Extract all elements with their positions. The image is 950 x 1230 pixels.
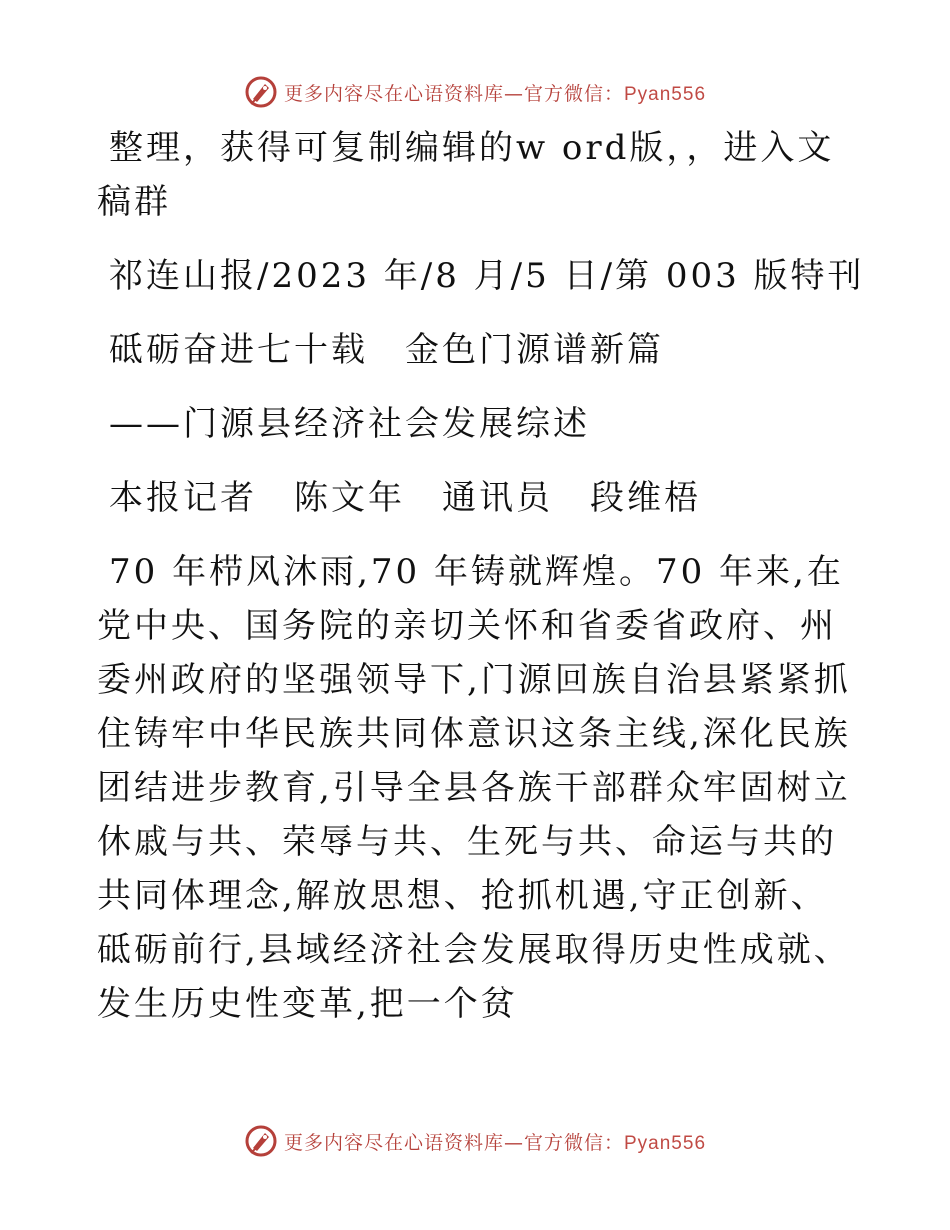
body-paragraph: 70 年栉风沐雨,70 年铸就辉煌。70 年来,在党中央、国务院的亲切关怀和省委省政府、州委州政府的坚强领导下,门源回族自治县紧紧抓住铸牢中华民族共同体意识这条主线,深化民族团结进步教育,引导全县各族干部群众牢固树立休戚与共、荣辱与共、生死与共、命运与共的共同体理念,解放思想、抢抓机遇,守正创新、砥砺前行,县域经济社会发展取得历史性成就、发生历史性变革,把一个贫 [97, 552, 851, 1024]
watermark-handle: Pyan556 [624, 1132, 707, 1154]
headline: 砥砺奋进七十载 金色门源谱新篇 [109, 330, 664, 370]
subheadline: ——门源县经济社会发展综述 [109, 404, 590, 444]
watermark-text: 更多内容尽在心语资料库—官方微信：Pyan556 [283, 1131, 707, 1154]
pen-nib-icon [244, 75, 278, 109]
byline: 本报记者 陈文年 通讯员 段维梧 [109, 478, 701, 518]
watermark-banner-top [0, 72, 950, 112]
source-line: 祁连山报/2023 年/8 月/5 日/第 003 版特刊 [109, 256, 865, 296]
watermark-banner-bottom [0, 1121, 950, 1161]
intro-note: 整理，获得可复制编辑的w ord版，，进入文稿群 [97, 128, 835, 222]
pen-nib-icon [244, 1124, 278, 1158]
watermark-handle: Pyan556 [624, 83, 707, 105]
watermark-text: 更多内容尽在心语资料库—官方微信：Pyan556 [283, 82, 707, 105]
document-body [97, 121, 865, 1031]
